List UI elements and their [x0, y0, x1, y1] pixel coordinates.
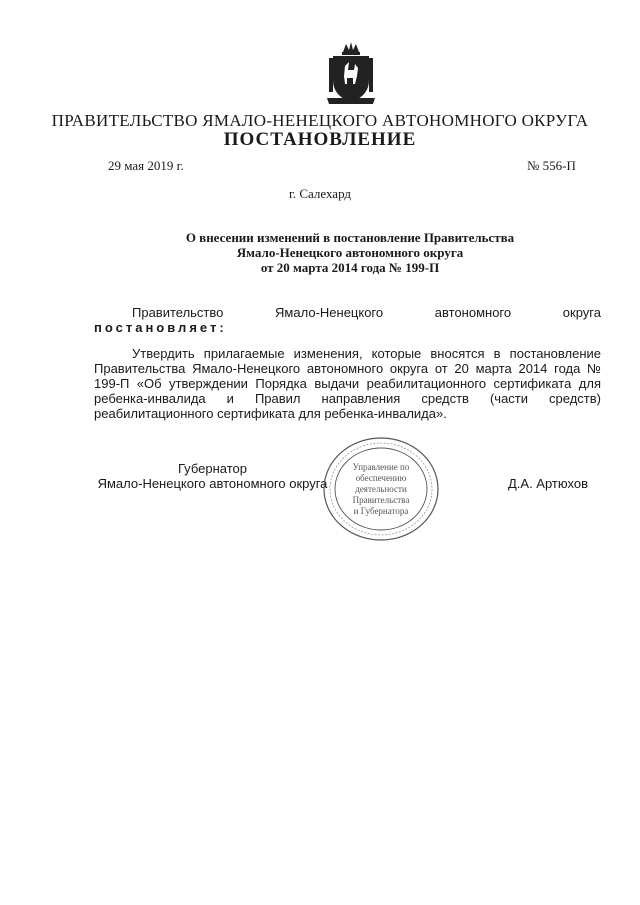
intro-word: автономного — [434, 305, 512, 320]
document-number: № 556-П — [527, 158, 576, 173]
stamp-line: деятельности — [355, 484, 407, 494]
subject-line: О внесении изменений в постановление Правительства — [185, 230, 515, 245]
position-line: Губернатор — [178, 461, 247, 476]
resolution-intro — [94, 305, 601, 335]
subject-line: Ямало-Ненецкого автономного округа — [236, 245, 464, 260]
subject-line: от 20 марта 2014 года № 199-П — [260, 260, 440, 275]
resolves-word: постановляет: — [94, 320, 227, 335]
document-city: г. Салехард — [288, 186, 352, 201]
document-date: 29 мая 2019 г. — [108, 158, 184, 173]
stamp-line: Управление по — [352, 462, 410, 472]
stamp-line: Правительства — [352, 495, 410, 505]
document-subject — [120, 230, 580, 275]
government-title: ПРАВИТЕЛЬСТВО ЯМАЛО-НЕНЕЦКОГО АВТОНОМНОГО ОКРУГА — [51, 111, 589, 130]
coat-of-arms-icon — [325, 42, 377, 106]
official-stamp — [322, 436, 440, 542]
position-line: Ямало-Ненецкого автономного округа — [97, 476, 328, 491]
intro-word: округа — [562, 305, 601, 320]
stamp-line: и Губернатора — [353, 506, 409, 516]
intro-word: Ямало-Ненецкого — [275, 305, 384, 320]
signatory-name: Д.А. Артюхов — [508, 476, 588, 491]
resolution-body: Утвердить прилагаемые изменения, которые вносятся в постановление Правительства Ямало-Ненецкого автономного округа от 20 марта 2014 года № 199-П «Об утверждении Порядка выдачи реабилитационного сертификата для ребенка-инвалида и Правил направления средств (части средств) реабилитационного сертификата для ребенка-инвалида». — [94, 346, 601, 421]
document-type: ПОСТАНОВЛЕНИЕ — [223, 129, 417, 150]
stamp-line: обеспечению — [355, 473, 407, 483]
signatory-position — [80, 461, 345, 491]
intro-word: Правительство — [132, 305, 224, 320]
